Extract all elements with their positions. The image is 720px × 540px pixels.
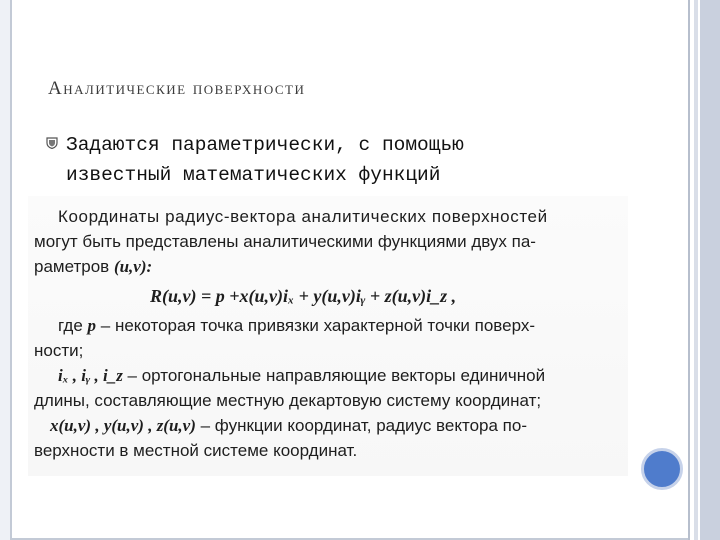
formula: R(u,v) = p +x(u,v)iₓ + y(u,v)iᵧ + z(u,v)i_z , — [150, 286, 457, 306]
slide-title: Аналитические поверхности — [48, 78, 306, 99]
shield-bullet-icon — [46, 137, 58, 149]
scanned-text-image — [28, 196, 628, 476]
scan-line: длины, составляющие местную декартовую систему координат; — [34, 391, 542, 410]
slide-right-border — [688, 0, 720, 540]
decorative-circle — [641, 448, 683, 490]
scan-line: где p – некоторая точка привязки характерной точки поверх- — [58, 316, 536, 335]
scan-line: iₓ , iᵧ , i_z – ортогональные направляющие векторы единичной — [58, 366, 546, 385]
scan-line: x(u,v) , y(u,v) , z(u,v) – функции координат, радиус вектора по- — [50, 416, 527, 435]
slide-left-border — [0, 0, 12, 540]
scan-line: верхности в местной системе координат. — [34, 441, 358, 460]
scan-line: раметров (u,v): — [34, 257, 153, 276]
scan-line: Координаты радиус-вектора аналитических поверхностей — [58, 207, 548, 226]
scan-line: могут быть представлены аналитическими функциями двух па- — [34, 232, 536, 251]
bullet-text: Задаются параметрически, с помощью известный математических функций — [66, 134, 464, 186]
scan-line: ности; — [34, 341, 84, 360]
